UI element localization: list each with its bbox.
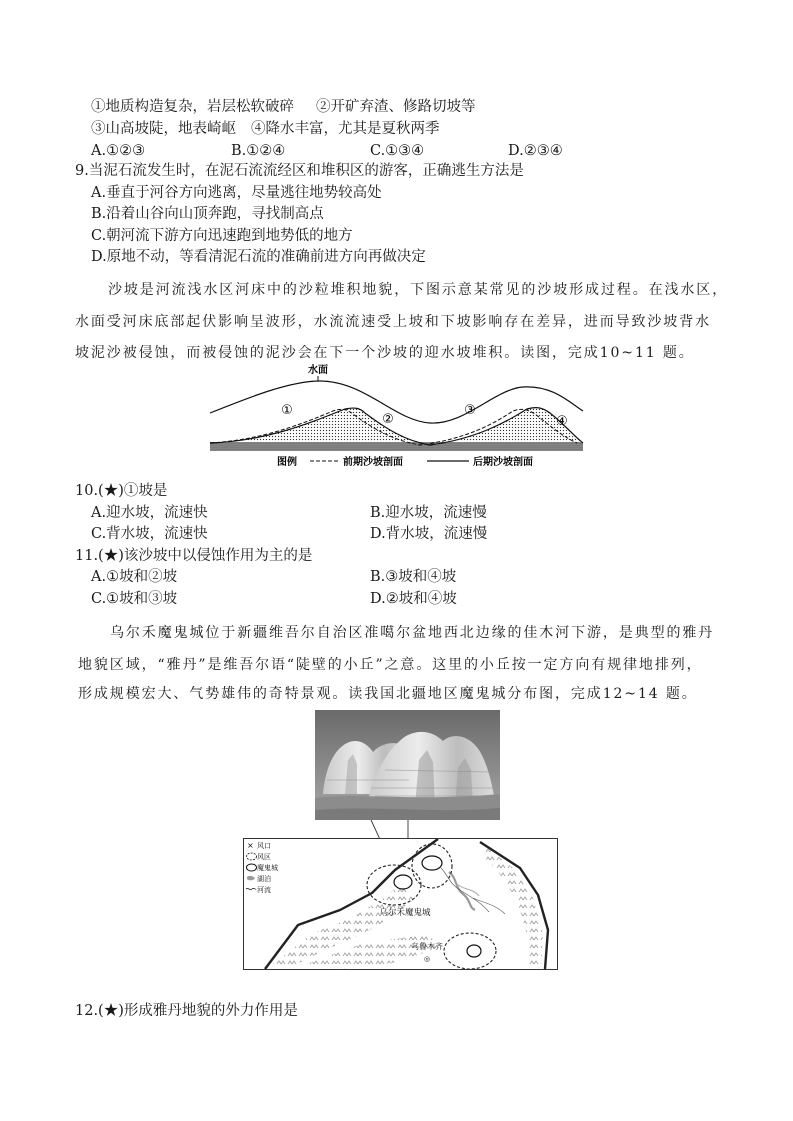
legend-river: 河流 xyxy=(257,886,271,894)
river-bed xyxy=(210,442,583,451)
q10-choice-c: C.背水坡，流速快 xyxy=(91,526,208,542)
q11-stem: 11.(★)该沙坡中以侵蚀作用为主的是 xyxy=(75,548,313,564)
q8-statement-1: ①地质构造复杂，岩层松软破碎 xyxy=(91,99,294,115)
q10-choice-a: A.迎水坡，流速快 xyxy=(91,505,208,521)
q10-choice-b: B.迎水坡，流速慢 xyxy=(370,505,487,521)
yardang-photo xyxy=(315,710,500,820)
q11-choice-b: B.③坡和④坡 xyxy=(370,569,457,585)
q8-statement-2: ②开矿弃渣、修路切坡等 xyxy=(316,99,476,115)
slope-label-4: ④ xyxy=(556,414,568,429)
legend-wind-gap: 风口 xyxy=(257,842,271,850)
q8-choice-b: B.①②④ xyxy=(231,143,286,159)
q11-choice-a: A.①坡和②坡 xyxy=(91,569,178,585)
q9-choice-a: A.垂直于河谷方向逃离，尽量逃往地势较高处 xyxy=(91,185,382,201)
devil-city-wuerhe xyxy=(394,875,412,889)
q8-choice-a: A.①②③ xyxy=(91,143,146,159)
sand-slope-diagram xyxy=(205,363,585,471)
q9-choice-d: D.原地不动，等看清泥石流的准确前进方向再做决定 xyxy=(91,249,426,265)
devil-city-south xyxy=(467,945,481,957)
devil-city-north xyxy=(422,856,442,870)
label-urumqi: 乌鲁木齐 xyxy=(411,942,443,951)
wind-gap-icon: × xyxy=(247,841,254,850)
passage2-line-3: 形成规模宏大、气势雄伟的奇特景观。读我国北疆地区魔鬼城分布图，完成12~14 题。 xyxy=(78,686,698,702)
label-wuerhe: 乌尔禾魔鬼城 xyxy=(379,908,431,918)
passage2-line-1: 乌尔禾魔鬼城位于新疆维吾尔自治区准噶尔盆地西北边缘的佳木河下游，是典型的雅丹 xyxy=(110,625,715,641)
passage1-line-1: 沙坡是河流浅水区河床中的沙粒堆积地貌，下图示意某常见的沙坡形成过程。在浅水区， xyxy=(108,282,729,298)
q11-choice-c: C.①坡和③坡 xyxy=(91,591,178,607)
legend-earlier-label: 前期沙坡剖面 xyxy=(343,457,403,468)
legend-devil-city: 魔鬼城 xyxy=(257,864,278,872)
legend-title: 图例 xyxy=(277,457,297,468)
legend-later-label: 后期沙坡剖面 xyxy=(473,457,533,468)
q10-stem: 10.(★)①坡是 xyxy=(75,483,168,499)
water-label: 水面 xyxy=(308,365,328,376)
devil-city-map xyxy=(243,838,558,970)
q9-stem: 9.当泥石流发生时，在泥石流流经区和堆积区的游客，正确逃生方法是 xyxy=(75,163,524,179)
slope-label-2: ② xyxy=(382,412,394,427)
q8-statement-3: ③山高坡陡，地表崎岖 xyxy=(91,121,236,137)
urumqi-city-icon: ◎ xyxy=(423,955,431,963)
q9-choice-b: B.沿着山谷向山顶奔跑，寻找制高点 xyxy=(91,206,324,222)
q8-choice-d: D.②③④ xyxy=(508,143,563,159)
legend-wind-zone: 风区 xyxy=(257,853,271,861)
slope-label-3: ③ xyxy=(464,403,476,418)
passage1-line-2: 水面受河床底部起伏影响呈波形，水流流速受上坡和下坡影响存在差异，进而导致沙坡背水 xyxy=(75,314,711,330)
q10-choice-d: D.背水坡，流速慢 xyxy=(370,526,488,542)
q8-statement-4: ④降水丰富，尤其是夏秋两季 xyxy=(251,121,440,137)
slope-label-1: ① xyxy=(281,403,293,418)
passage2-line-2: 地貌区域，“雅丹”是维吾尔语“陡壁的小丘”之意。这里的小丘按一定方向有规律地排列， xyxy=(78,657,703,673)
passage1-line-3: 坡泥沙被侵蚀，而被侵蚀的泥沙会在下一个沙坡的迎水坡堆积。读图，完成10~11 题。 xyxy=(75,345,695,361)
q11-choice-d: D.②坡和④坡 xyxy=(370,591,457,607)
q9-choice-c: C.朝河流下游方向迅速跑到地势低的地方 xyxy=(91,228,353,244)
q8-choice-c: C.①③④ xyxy=(370,143,425,159)
legend-lake: 湖泊 xyxy=(257,875,271,883)
q12-stem: 12.(★)形成雅丹地貌的外力作用是 xyxy=(75,1003,298,1019)
